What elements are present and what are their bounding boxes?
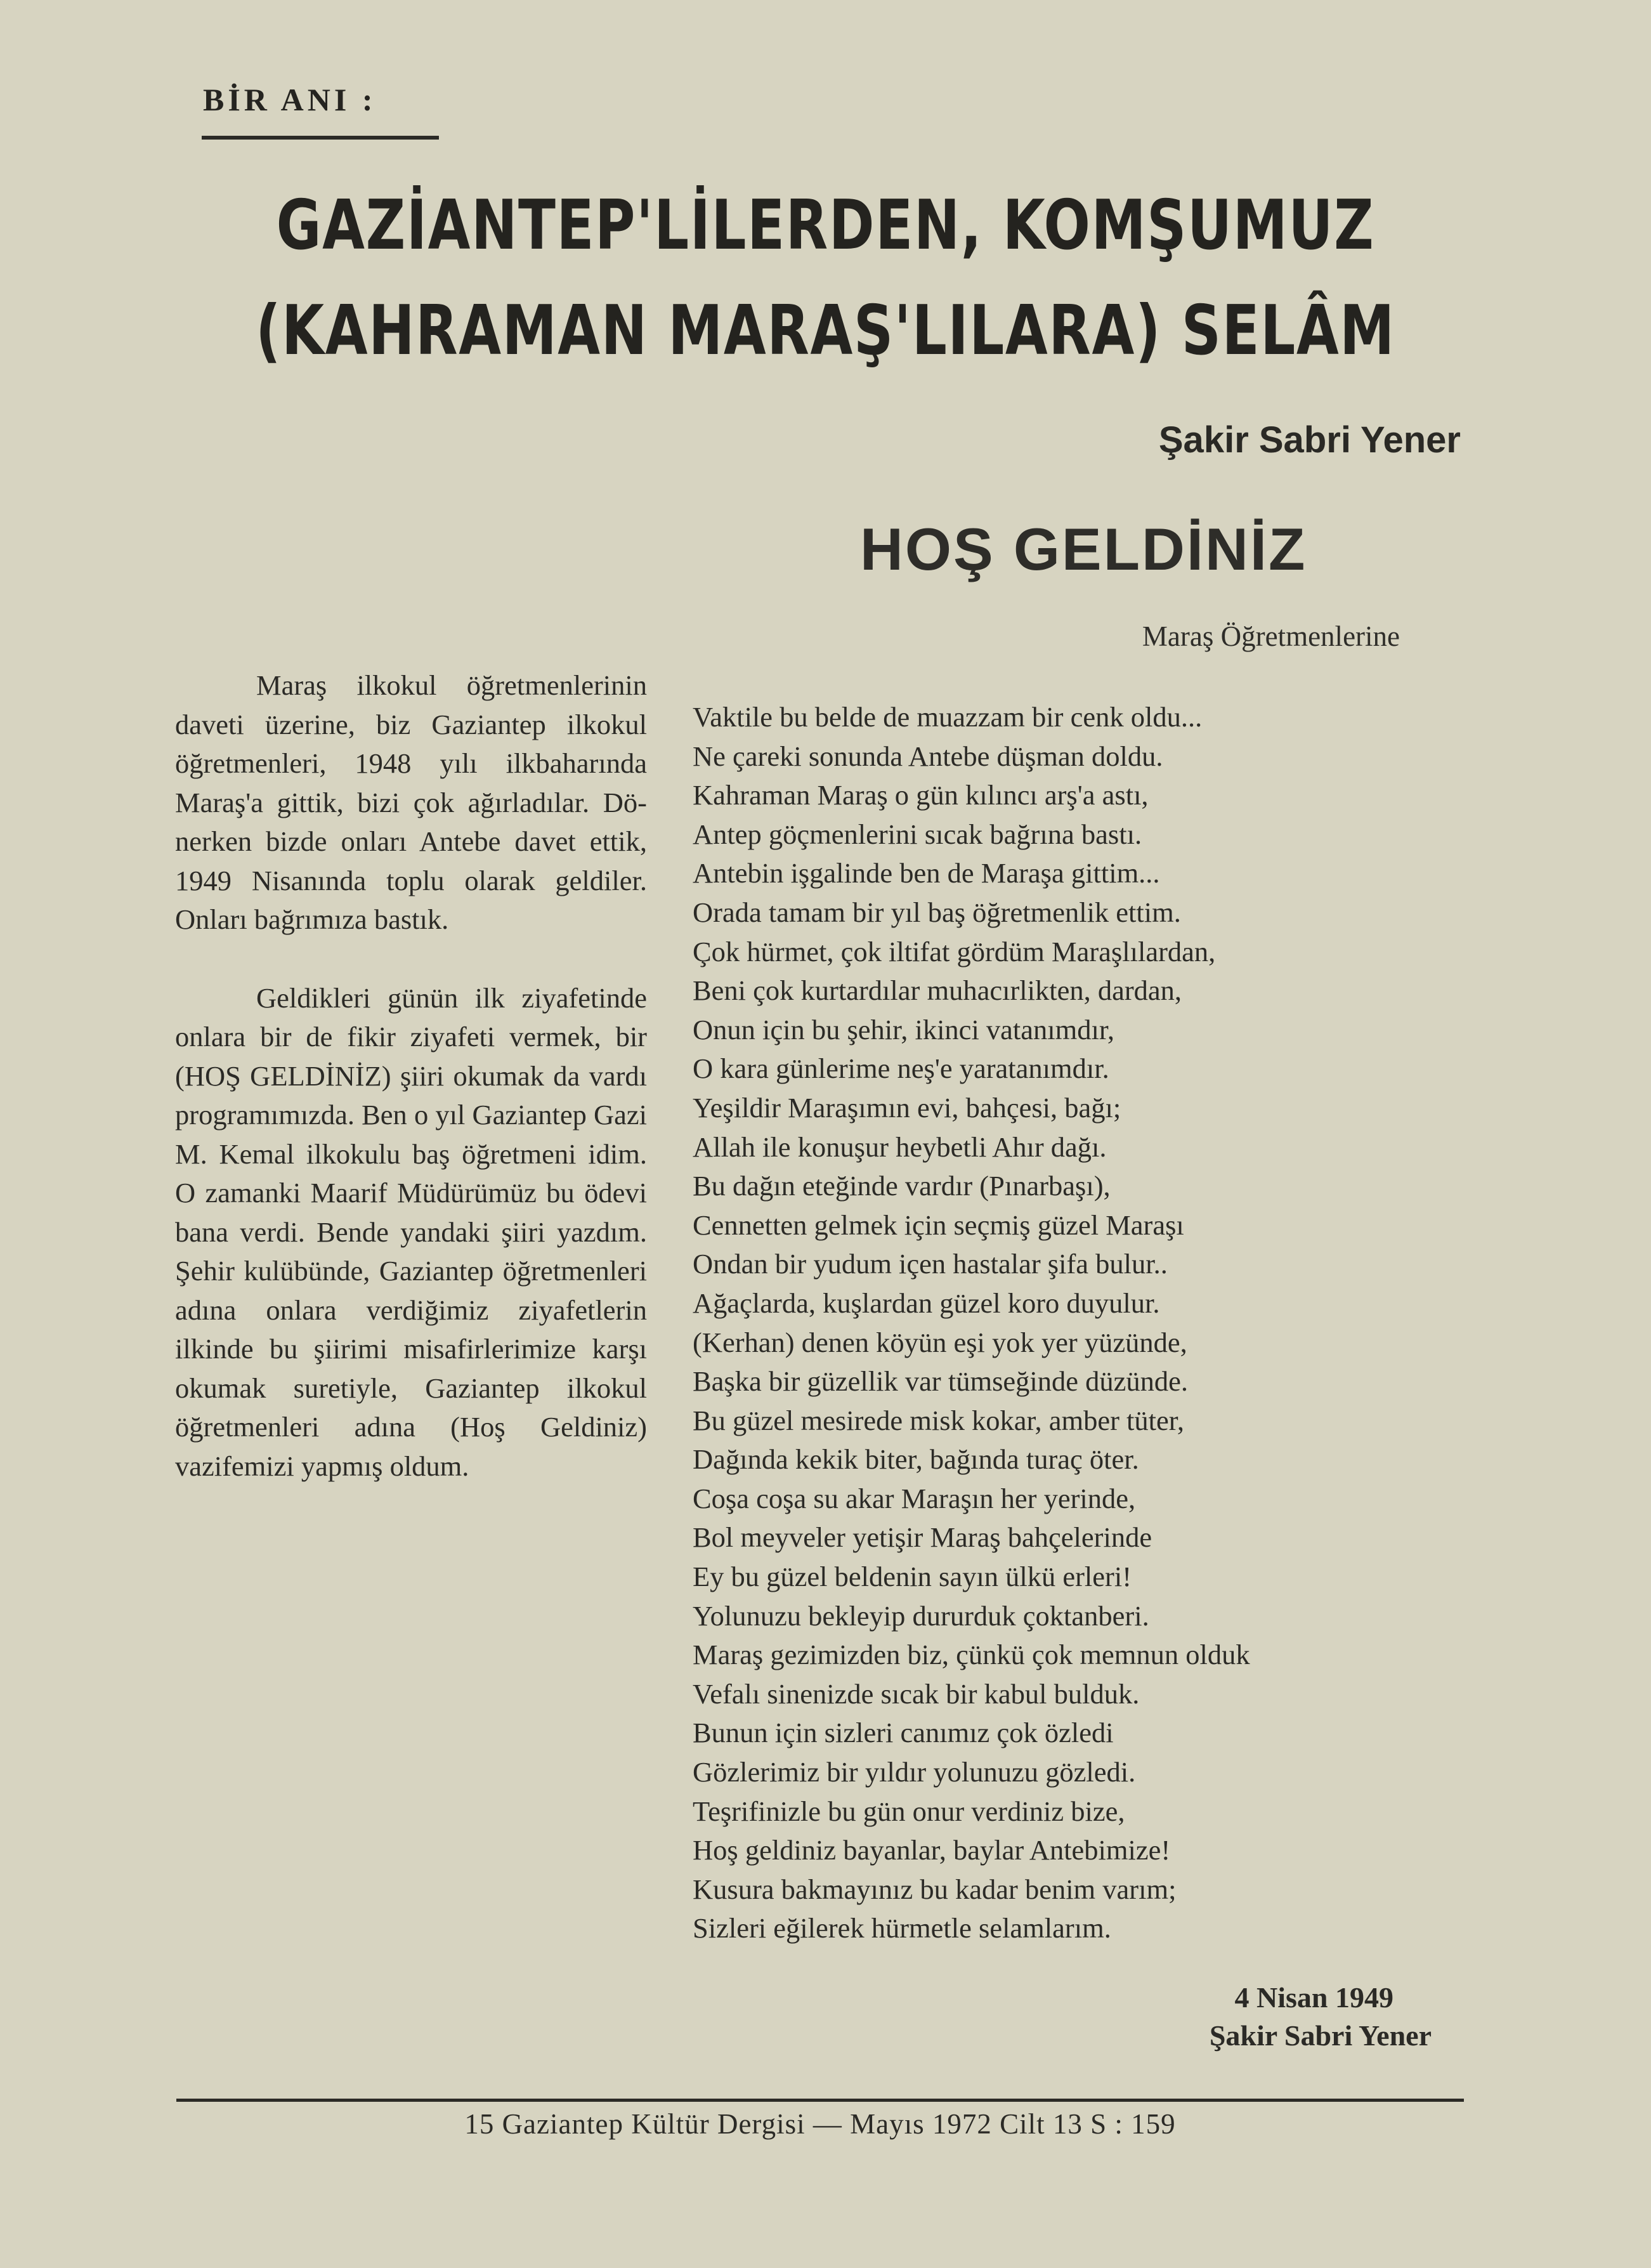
- poem-signature: Şakir Sabri Yener: [1209, 2019, 1432, 2052]
- poem-line: Ondan bir yudum içen hastalar şifa bulur..: [693, 1248, 1168, 1280]
- article-title-line-2: (KAHRAMAN MARAŞ'LILARA) SELÂM: [256, 291, 1395, 370]
- poem-line: Dağında kekik biter, bağında turaç öter.: [693, 1443, 1139, 1476]
- poem-line: (Kerhan) denen köyün eşi yok yer yüzünde,: [693, 1326, 1187, 1358]
- intro-column: [175, 666, 647, 1486]
- poem-line: Onun için bu şehir, ikinci vatanımdır,: [693, 1013, 1115, 1046]
- poem-line: Sizleri eğilerek hürmetle selamlarım.: [693, 1912, 1111, 1944]
- article-title-line-1: GAZİANTEP'LİLERDEN, KOMŞUMUZ: [276, 186, 1375, 265]
- poem-line: Gözlerimiz bir yıldır yolunuzu gözledi.: [693, 1756, 1136, 1788]
- poem-line: O kara günlerime neş'e yaratanımdır.: [693, 1052, 1109, 1085]
- intro-paragraph-2: Geldikleri günün ilk ziyafetinde onlara bir de fikir ziyafeti vermek, bir (HOŞ GELDİNİZ) şiiri okumak da vardı programımızda. Ben o yıl Gaziantep Gazi M. Kemal ilkokulu baş öğretmeni idim. O zamanki Maarif Müdürümüz bu ödevi bana verdi. Bende yandaki şiiri yazdım. Şehir kulübünde, Gaziantep öğretmenleri adına onlara verdiğimiz ziyafetlerin ilkinde bu şiirimi misafirlerimize karşı okumak suretiyle, Gaziantep ilkokul öğretmenleri adına (Hoş Geldiniz) vazifemizi yapmış oldum.: [175, 981, 647, 1482]
- intro-paragraph-1: Maraş ilkokul öğretmenlerinin daveti üzerine, biz Gaziantep ilkokul öğretmenleri, 1948 yılı ilkbaharında Maraş'a gittik, bizi çok ağırladılar. Dönerken bizde onları Antebe davet ettik, 1949 Nisanında toplu olarak geldiler. Onları bağrımıza bastık.: [175, 669, 647, 935]
- poem-line: Beni çok kurtardılar muhacırlikten, dardan,: [693, 974, 1182, 1007]
- poem-line: Vefalı sinenizde sıcak bir kabul bulduk.: [693, 1677, 1140, 1710]
- poem-line: Çok hürmet, çok iltifat gördüm Maraşlılardan,: [693, 935, 1216, 967]
- poem-line: Yolunuzu bekleyip dururduk çoktanberi.: [693, 1599, 1149, 1632]
- poem-line: Yeşildir Maraşımın evi, bahçesi, bağı;: [693, 1091, 1121, 1124]
- section-label: BİR ANI :: [203, 82, 377, 117]
- poem-line: Vaktile bu belde de muazzam bir cenk oldu...: [693, 701, 1203, 733]
- poem-line: Antep göçmenlerini sıcak bağrına bastı.: [693, 818, 1142, 850]
- article-author: Şakir Sabri Yener: [1158, 419, 1461, 461]
- poem-title: HOŞ GELDİNİZ: [860, 516, 1307, 582]
- poem-date: 4 Nisan 1949: [1234, 1981, 1393, 2014]
- poem-line: Orada tamam bir yıl baş öğretmenlik ettim.: [693, 896, 1181, 928]
- poem-line: Başka bir güzellik var tümseğinde düzünde.: [693, 1365, 1189, 1398]
- poem-line: Bol meyveler yetişir Maraş bahçelerinde: [693, 1521, 1152, 1554]
- poem-dedication: Maraş Öğretmenlerine: [1142, 620, 1400, 652]
- poem-line: Teşrifinizle bu gün onur verdiniz bize,: [693, 1795, 1125, 1827]
- poem-line: Maraş gezimizden biz, çünkü çok memnun olduk: [693, 1639, 1250, 1671]
- poem-body: [693, 698, 1441, 1948]
- poem-line: Cennetten gelmek için seçmiş güzel Maraşı: [693, 1209, 1184, 1241]
- poem-line: Ne çareki sonunda Antebe düşman doldu.: [693, 740, 1163, 772]
- poem-line: Hoş geldiniz bayanlar, baylar Antebimize!: [693, 1834, 1171, 1866]
- poem-line: Bu dağın eteğinde vardır (Pınarbaşı),: [693, 1170, 1111, 1202]
- poem-line: Bunun için sizleri canımız çok özledi: [693, 1717, 1114, 1749]
- poem-line: Coşa coşa su akar Maraşın her yerinde,: [693, 1482, 1136, 1514]
- poem-line: Bu güzel mesirede misk kokar, amber tüter,: [693, 1404, 1184, 1436]
- poem-line: Allah ile konuşur heybetli Ahır dağı.: [693, 1131, 1107, 1163]
- poem-line: Kusura bakmayınız bu kadar benim varım;: [693, 1873, 1177, 1905]
- page-footer: 15 Gaziantep Kültür Dergisi — Mayıs 1972 Cilt 13 S : 159: [464, 2108, 1176, 2140]
- footer-rule: [176, 2099, 1464, 2102]
- section-label-underline: [202, 136, 439, 140]
- poem-line: Antebin işgalinde ben de Maraşa gittim...: [693, 857, 1160, 889]
- poem-line: Kahraman Maraş o gün kılıncı arş'a astı,: [693, 779, 1149, 811]
- poem-line: Ey bu güzel beldenin sayın ülkü erleri!: [693, 1561, 1132, 1593]
- poem-line: Ağaçlarda, kuşlardan güzel koro duyulur.: [693, 1287, 1160, 1319]
